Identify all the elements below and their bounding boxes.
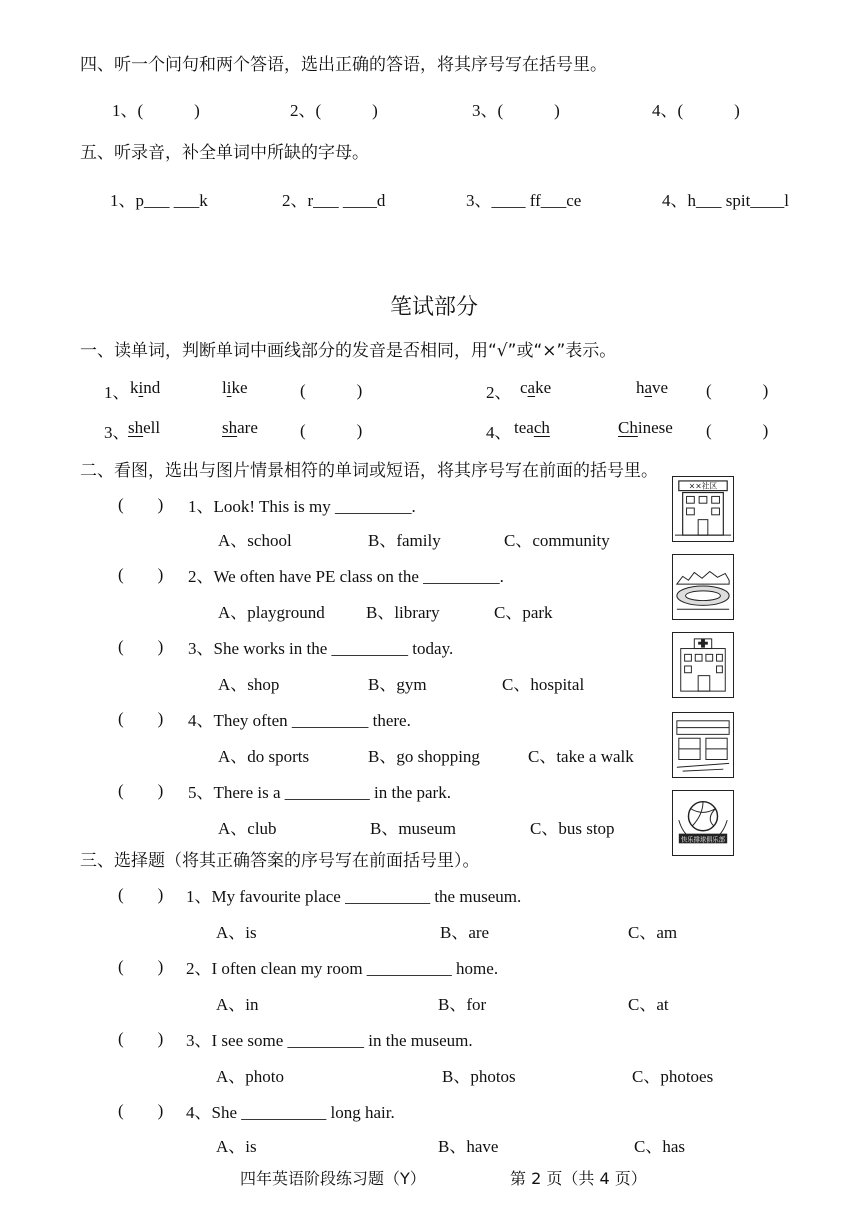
answer-paren[interactable]: ( ) xyxy=(118,637,164,656)
q4-item-1[interactable]: 1、( ) xyxy=(112,101,200,120)
option-a: A、club xyxy=(218,819,277,838)
word-a: kind xyxy=(130,378,161,397)
listening-q4-title: 四、听一个问句和两个答语，选出正确的答语，将其序号写在括号里。 xyxy=(80,55,607,75)
volleyball-club-image xyxy=(672,790,734,856)
answer-paren[interactable]: ( ) xyxy=(118,885,164,904)
question-stem: 4、They often _________ there. xyxy=(188,711,411,730)
q4-item-2[interactable]: 2、( ) xyxy=(290,101,378,120)
question-stem: 4、She __________ long hair. xyxy=(186,1103,395,1122)
option-b: B、photos xyxy=(442,1067,516,1086)
q5-item-4[interactable]: 4、h___ spit____l xyxy=(662,191,790,210)
playground-image xyxy=(672,554,734,620)
s3-title: 三、选择题（将其正确答案的序号写在前面括号里）。 xyxy=(80,851,480,871)
option-b: B、for xyxy=(438,995,487,1014)
question-stem: 2、We often have PE class on the _________. xyxy=(188,567,504,586)
question-stem: 1、My favourite place __________ the museum. xyxy=(186,887,522,906)
q4-item-4[interactable]: 4、( ) xyxy=(652,101,740,120)
option-b: B、have xyxy=(438,1137,499,1156)
answer-paren[interactable]: ( ) xyxy=(118,709,164,728)
option-c: C、am xyxy=(628,923,678,942)
answer-paren[interactable]: ( ) xyxy=(300,421,363,440)
s2-title: 二、看图，选出与图片情景相符的单词或短语，将其序号写在前面的括号里。 xyxy=(80,461,658,481)
page-number: 第 2 页（共 4 页） xyxy=(510,1169,647,1188)
word-b: like xyxy=(222,378,248,397)
option-b: B、gym xyxy=(368,675,427,694)
option-c: C、community xyxy=(504,531,610,550)
question-stem: 3、She works in the _________ today. xyxy=(188,639,454,658)
answer-paren[interactable]: ( ) xyxy=(118,957,164,976)
option-c: C、at xyxy=(628,995,669,1014)
footer-title: 四年英语阶段练习题（Y） xyxy=(240,1169,426,1188)
word-b: have xyxy=(636,378,669,397)
option-c: C、bus stop xyxy=(530,819,615,838)
option-a: A、photo xyxy=(216,1067,284,1086)
answer-paren[interactable]: ( ) xyxy=(300,381,363,400)
option-c: C、photoes xyxy=(632,1067,714,1086)
word-b: share xyxy=(222,418,258,437)
answer-paren[interactable]: ( ) xyxy=(118,495,164,514)
option-a: A、is xyxy=(216,1137,257,1156)
shopping-street-image xyxy=(672,712,734,778)
community-building-image xyxy=(672,476,734,542)
question-stem: 3、I see some _________ in the museum. xyxy=(186,1031,473,1050)
option-c: C、take a walk xyxy=(528,747,634,766)
answer-paren[interactable]: ( ) xyxy=(706,421,769,440)
answer-paren[interactable]: ( ) xyxy=(118,1029,164,1048)
q5-item-2[interactable]: 2、r___ ____d xyxy=(282,191,386,210)
option-b: B、family xyxy=(368,531,441,550)
option-a: A、playground xyxy=(218,603,325,622)
answer-paren[interactable]: ( ) xyxy=(706,381,769,400)
word-a: shell xyxy=(128,418,161,437)
answer-paren[interactable]: ( ) xyxy=(118,781,164,800)
option-c: C、has xyxy=(634,1137,685,1156)
s1-num: 4、 xyxy=(486,423,512,442)
option-c: C、hospital xyxy=(502,675,585,694)
q5-item-1[interactable]: 1、p___ ___k xyxy=(110,191,208,210)
option-a: A、do sports xyxy=(218,747,310,766)
s1-num: 3、 xyxy=(104,423,130,442)
option-a: A、in xyxy=(216,995,259,1014)
option-a: A、is xyxy=(216,923,257,942)
word-b: Chinese xyxy=(618,418,673,437)
q4-item-3[interactable]: 3、( ) xyxy=(472,101,560,120)
word-a: cake xyxy=(520,378,552,397)
option-b: B、library xyxy=(366,603,440,622)
question-stem: 2、I often clean my room __________ home. xyxy=(186,959,499,978)
option-a: A、school xyxy=(218,531,292,550)
answer-paren[interactable]: ( ) xyxy=(118,565,164,584)
option-a: A、shop xyxy=(218,675,280,694)
s1-title: 一、读单词，判断单词中画线部分的发音是否相同，用“√”或“×”表示。 xyxy=(80,341,617,361)
q5-item-3[interactable]: 3、____ ff___ce xyxy=(466,191,582,210)
option-c: C、park xyxy=(494,603,553,622)
word-a: teach xyxy=(514,418,550,437)
option-b: B、museum xyxy=(370,819,456,838)
written-heading: 笔试部分 xyxy=(389,295,478,320)
community-sign-text: ××社区 xyxy=(688,481,718,491)
option-b: B、go shopping xyxy=(368,747,480,766)
listening-q5-title: 五、听录音，补全单词中所缺的字母。 xyxy=(80,143,369,163)
club-banner-text: 快乐排球俱乐部 xyxy=(681,836,725,844)
answer-paren[interactable]: ( ) xyxy=(118,1101,164,1120)
question-stem: 1、Look! This is my _________. xyxy=(188,497,416,516)
s1-num: 2、 xyxy=(486,383,512,402)
hospital-image xyxy=(672,632,734,698)
s1-num: 1、 xyxy=(104,383,130,402)
question-stem: 5、There is a __________ in the park. xyxy=(188,783,451,802)
option-b: B、are xyxy=(440,923,490,942)
